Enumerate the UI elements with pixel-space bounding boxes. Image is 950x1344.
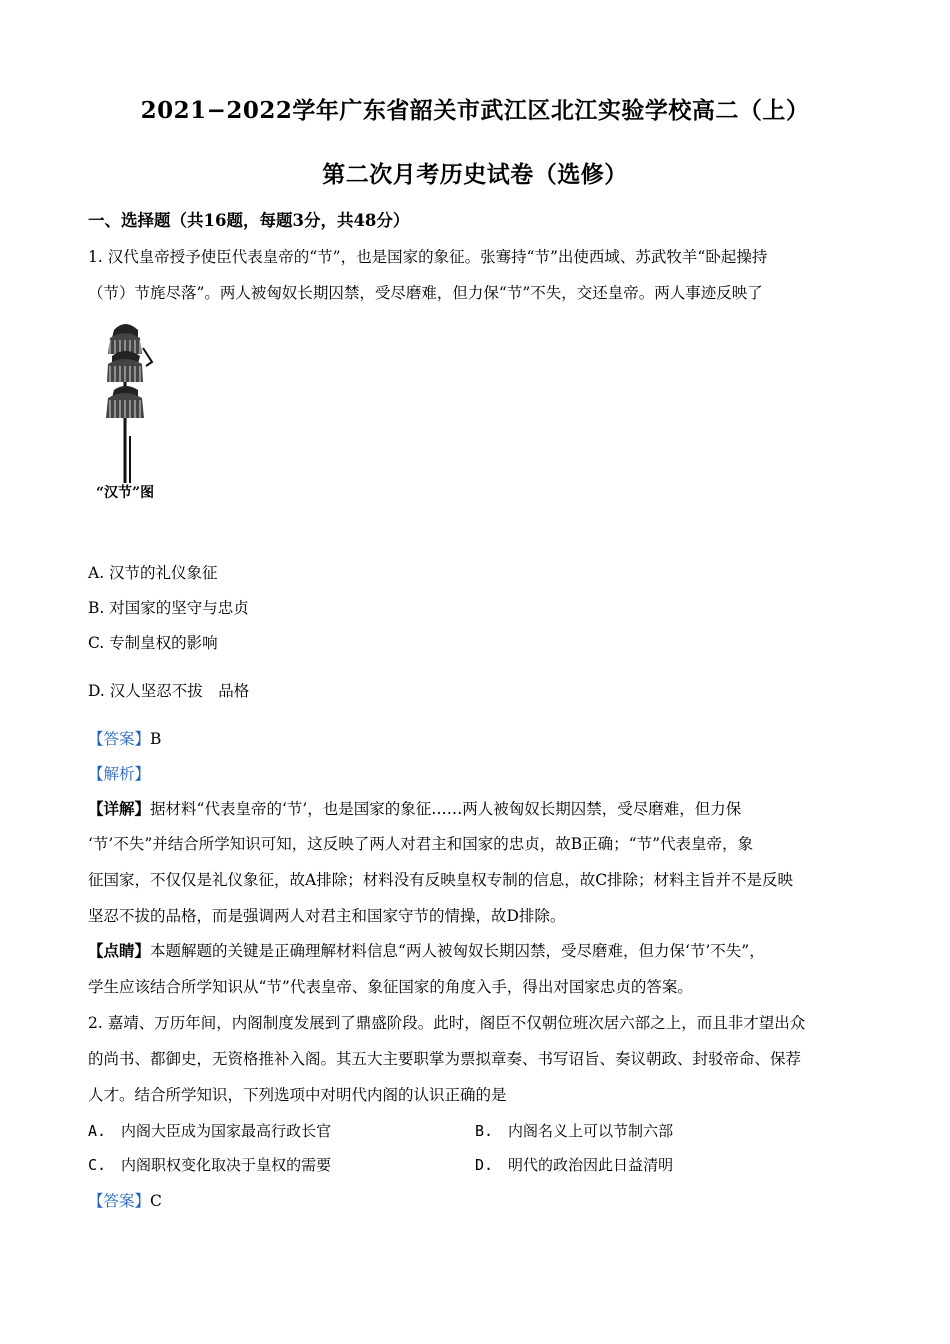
q1-detail-line2: ‘节’不失”并结合所学知识可知，这反映了两人对君主和国家的忠贞，故B正确；“节”代表皇帝，象 (88, 835, 754, 853)
q1-option-b[interactable]: B. 对国家的坚守与忠贞 (88, 599, 249, 617)
han-jie-figure (88, 318, 198, 504)
q1-answer (88, 728, 868, 750)
detail-text-1: 据材料“代表皇帝的‘节’，也是国家的象征……两人被匈奴长期囚禁，受尽磨难，但力保 (150, 800, 742, 818)
tip-tag: 【点睛】 (88, 941, 151, 960)
q2-answer (88, 1190, 868, 1212)
section-heading: 一、选择题（共16题，每题3分，共48分） (88, 211, 410, 230)
q1-tip-line1 (88, 940, 868, 962)
q2-option-c[interactable]: C. 内阁职权变化取决于皇权的需要 (88, 1156, 332, 1174)
q1-option-c[interactable]: C. 专制皇权的影响 (88, 634, 218, 652)
q1-detail-line4: 坚忍不拔的品格，而是强调两人对君主和国家守节的情操，故D排除。 (88, 907, 566, 925)
analysis-tag: 【解析】 (88, 765, 151, 783)
q2-stem-line3: 人才。结合所学知识，下列选项中对明代内阁的认识正确的是 (88, 1086, 507, 1104)
q1-option-d[interactable]: D. 汉人坚忍不拔 品格 (88, 682, 250, 700)
q1-stem-line1: 1. 汉代皇帝授予使臣代表皇帝的“节”，也是国家的象征。张骞持“节”出使西域、苏武牧羊“卧起操持 (88, 248, 768, 266)
q2-answer-tag: 【答案】 (88, 1192, 151, 1210)
q2-answer-value: C (150, 1192, 162, 1210)
answer-tag: 【答案】 (88, 730, 151, 748)
q1-stem-line2: （节）节旄尽落”。两人被匈奴长期囚禁，受尽磨难，但力保“节”不失，交还皇帝。两人事迹反映了 (88, 284, 763, 302)
q2-stem-line2: 的尚书、都御史，无资格推补入阁。其五大主要职掌为票拟章奏、书写诏旨、奏议朝政、封驳帝命、保荐 (88, 1050, 802, 1068)
tassel-bottom (106, 386, 144, 418)
exam-title-line2: 第二次月考历史试卷（选修） (322, 161, 628, 188)
q2-stem-line1: 2. 嘉靖、万历年间，内阁制度发展到了鼎盛阶段。此时，阁臣不仅朝位班次居六部之上，而且非才望出众 (88, 1014, 806, 1032)
tassel-top (108, 324, 142, 354)
q1-analysis (88, 763, 868, 785)
q2-option-d[interactable]: D. 明代的政治因此日益清明 (475, 1156, 674, 1174)
tip-text-1: 本题解题的关键是正确理解材料信息“两人被匈奴长期囚禁，受尽磨难，但力保‘节’不失”， (150, 942, 765, 960)
q1-tip-line2: 学生应该结合所学知识从“节”代表皇帝、象征国家的角度入手，得出对国家忠贞的答案。 (88, 978, 693, 996)
answer-value: B (150, 730, 162, 748)
q1-option-a[interactable]: A. 汉节的礼仪象征 (88, 564, 218, 582)
q2-option-b[interactable]: B. 内阁名义上可以节制六部 (475, 1122, 674, 1140)
q2-option-a[interactable]: A. 内阁大臣成为国家最高行政长官 (88, 1122, 332, 1140)
figure-caption: “汉节”图 (96, 485, 155, 501)
q1-detail-line1 (88, 798, 868, 820)
exam-title-line1: 2021−2022学年广东省韶关市武江区北江实验学校高二（上） (140, 97, 810, 124)
detail-tag: 【详解】 (88, 799, 151, 818)
q1-detail-line3: 征国家，不仅仅是礼仪象征，故A排除；材料没有反映皇权专制的信息，故C排除；材料主旨并不是反映 (88, 871, 794, 889)
